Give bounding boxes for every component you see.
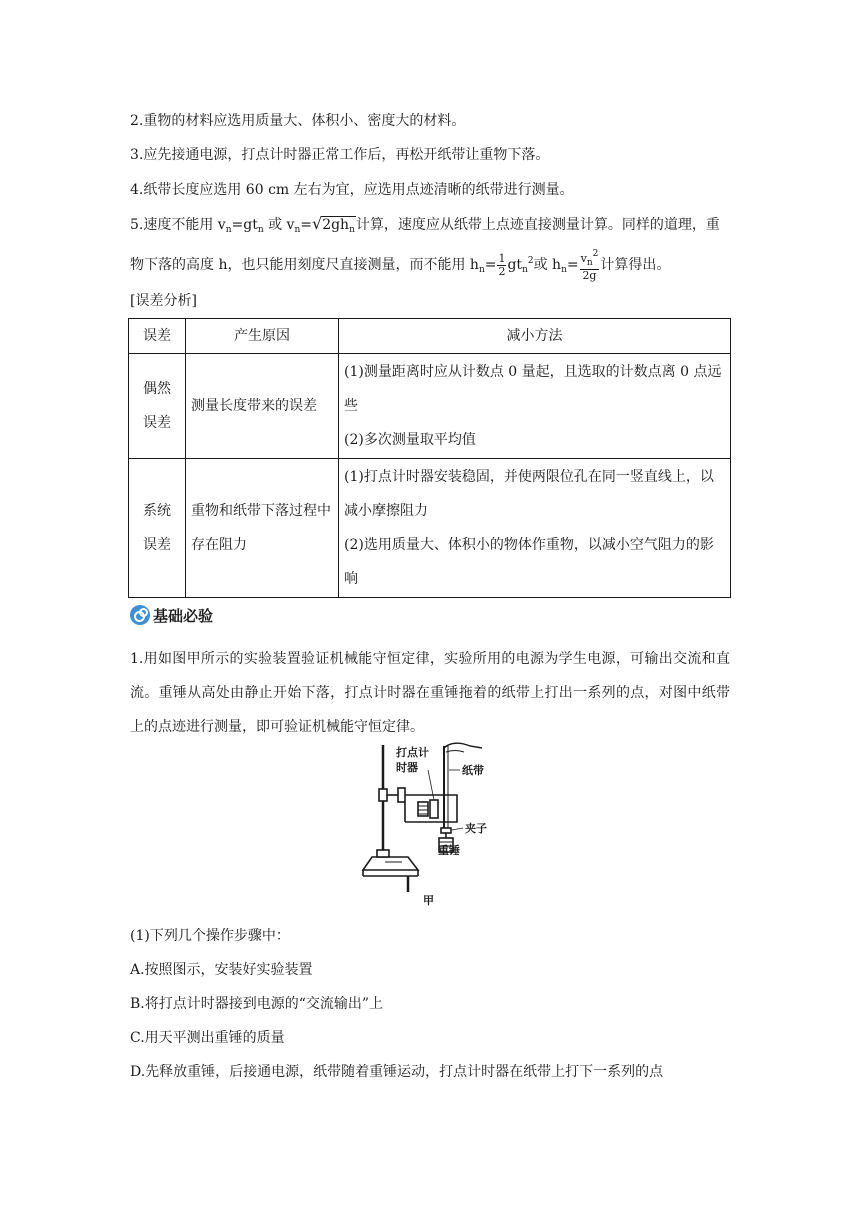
cell-cause: 重物和纸带下落过程中存在阻力	[186, 459, 339, 598]
cell-error-type: 偶然 误差	[129, 354, 186, 459]
note-5-line-1: 5.速度不能用 $v_n=gt_n$ 或 $v_n=√2gh_n$计算，速度应从纸带上点迹直接测量计算。同样的道理，重	[130, 214, 730, 240]
option-a: A.按照图示，安装好实验装置	[130, 962, 313, 978]
clip	[441, 828, 451, 833]
header-error: 误差	[129, 319, 186, 354]
cell-error-type: 系统 误差	[129, 459, 186, 598]
question-1-sub-1: (1)下列几个操作步骤中：	[130, 928, 290, 944]
error-analysis-table	[128, 318, 731, 598]
label-timer-line-1: 打点计	[396, 746, 429, 759]
cell-method: (1)测量距离时应从计数点 0 量起，且选取的计数点离 0 点远些 (2)多次测量取平均值	[339, 354, 731, 459]
header-cause: 产生原因	[186, 319, 339, 354]
table-row	[129, 354, 731, 459]
option-d: D.先释放重锤，后接通电源，纸带随着重锤运动，打点计时器在纸带上打下一系列的点	[130, 1064, 664, 1080]
label-weight: 重锤	[438, 844, 460, 857]
label-clip: 夹子	[465, 822, 487, 835]
option-b: B.将打点计时器接到电源的“交流输出”上	[130, 996, 384, 1012]
error-analysis-heading: [误差分析]	[130, 293, 197, 309]
note-3: 3.应先接通电源，打点计时器正常工作后，再松开纸带让重物下落。	[130, 147, 550, 163]
header-method: 减小方法	[339, 319, 731, 354]
fraction-one-half: $\frac{1}{2}$	[498, 251, 506, 278]
note-5-line-2: 物下落的高度 h，也只能用刻度尺直接测量，而不能用 $h_n=$ $\frac{1}{2}$ $gt_n^2$或 $h_n=$ $\frac{v_n^2}{2g}$ 计算得出。	[130, 249, 671, 282]
sqrt-body: $2gh_n$	[321, 216, 356, 238]
label-tape: 纸带	[462, 764, 484, 777]
cell-cause: 测量长度带来的误差	[186, 354, 339, 459]
fraction-v-squared-over-2g: $\frac{v_n^2}{2g}$	[580, 249, 599, 282]
rod-clamp	[379, 789, 387, 801]
hand	[444, 743, 482, 748]
table-row	[129, 459, 731, 598]
figure-caption: 甲	[423, 894, 434, 907]
basic-practice-badge-icon	[130, 605, 150, 625]
note-4: 4.纸带长度应选用 60 cm 左右为宜，应选用点迹清晰的纸带进行测量。	[130, 182, 574, 198]
section-heading	[130, 603, 213, 627]
table-header-row	[129, 319, 731, 354]
cell-method: (1)打点计时器安装稳固，并使两限位孔在同一竖直线上，以减小摩擦阻力 (2)选用质量大、体积小的物体作重物，以减小空气阻力的影响	[339, 459, 731, 598]
section-title: 基础必验	[153, 606, 214, 625]
label-timer-line-2: 时器	[396, 761, 418, 774]
sqrt-sign: √	[311, 214, 323, 233]
apparatus-diagram	[360, 740, 510, 915]
apparatus-figure	[360, 740, 510, 915]
stand-base	[377, 850, 389, 857]
question-1-stem: 1.用如图甲所示的实验装置验证机械能守恒定律，实验所用的电源为学生电源，可输出交流和直流。重锤从高处由静止开始下落，打点计时器在重锤拖着的纸带上打出一系列的点，对图中纸带上的点迹进行测量，即可验证机械能守恒定律。	[130, 651, 730, 735]
bench-top	[363, 857, 418, 870]
note-2: 2.重物的材料应选用质量大、体积小、密度大的材料。	[130, 113, 466, 129]
option-c: C.用天平测出重锤的质量	[130, 1030, 285, 1046]
